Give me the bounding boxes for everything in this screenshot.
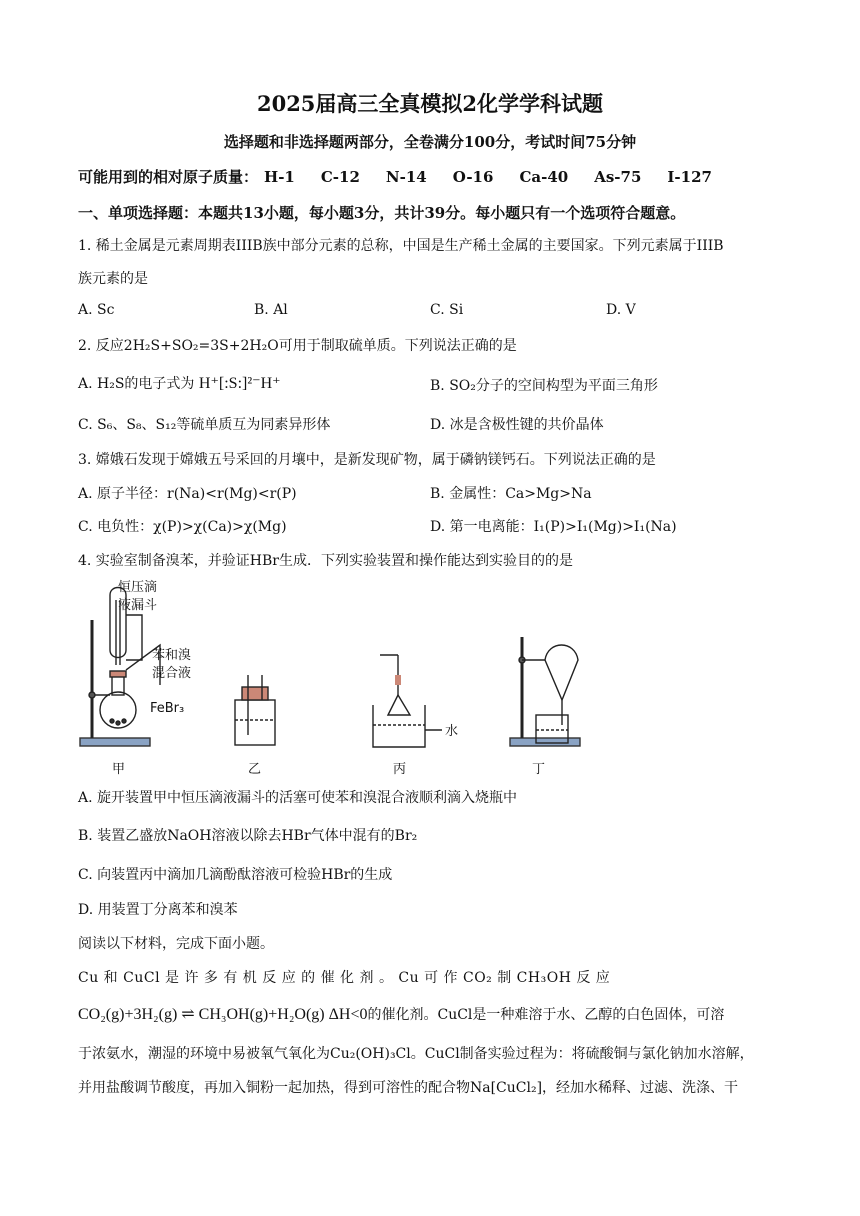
caption-jia: 甲 xyxy=(112,762,126,777)
mass-item: N-14 xyxy=(385,168,427,186)
q4-option-b: B. 装置乙盛放NaOH溶液以除去HBr气体中混有的Br₂ xyxy=(78,828,418,844)
q1-stem-line2: 族元素的是 xyxy=(78,271,148,287)
caption-bing: 丙 xyxy=(393,762,407,777)
label-funnel-2: 液漏斗 xyxy=(118,598,158,613)
label-mix-1: 苯和溴 xyxy=(152,648,192,663)
page-title: 2025届高三全真模拟2化学学科试题 xyxy=(256,91,604,116)
q3-option-a: A. 原子半径：r(Na)<r(Mg)<r(P) xyxy=(78,486,297,502)
h2s-electron-formula xyxy=(199,375,281,392)
formula-h-left: H⁺ xyxy=(198,375,219,392)
atomic-masses xyxy=(78,166,738,187)
material-line-3: 于浓氨水，潮湿的环境中易被氧气氧化为Cu₂(OH)₃Cl。CuCl制备实验过程为：将硫酸铜与氯化钠加水溶解， xyxy=(78,1046,754,1062)
caption-ding: 丁 xyxy=(532,762,546,777)
material-line-4: 并用盐酸调节酸度，再加入铜粉一起加热，得到可溶性的配合物Na[CuCl₂]，经加水稀释、过滤、洗涤、干 xyxy=(78,1080,739,1096)
q1-option-c: C. Si xyxy=(430,302,464,318)
q1-stem-line1: 1. 稀土金属是元素周期表IIIB族中部分元素的总称，中国是生产稀土金属的主要国家。下列元素属于IIIB xyxy=(78,238,724,254)
caption-yi: 乙 xyxy=(248,762,262,777)
label-catalyst: FeBr₃ xyxy=(150,701,185,716)
q4-stem: 4. 实验室制备溴苯，并验证HBr生成．下列实验装置和操作能达到实验目的的是 xyxy=(78,553,573,569)
masses-label: 可能用到的相对原子质量： xyxy=(78,168,259,186)
q3-option-c: C. 电负性：χ(P)>χ(Ca)>χ(Mg) xyxy=(78,519,287,535)
mass-item: O-16 xyxy=(452,168,494,186)
exam-subtitle: 选择题和非选择题两部分，全卷满分100分，考试时间75分钟 xyxy=(223,133,637,151)
q3-stem: 3. 嫦娥石发现于嫦娥五号采回的月壤中，是新发现矿物，属于磷钠镁钙石。下列说法正确的是 xyxy=(78,452,656,468)
q3-option-d: D. 第一电离能：I₁(P)>I₁(Mg)>I₁(Na) xyxy=(430,519,677,535)
mass-item: I-127 xyxy=(667,168,712,186)
formula-sulfur: [:S:]²⁻ xyxy=(218,375,261,392)
q3-option-b: B. 金属性：Ca>Mg>Na xyxy=(430,486,592,502)
q4-option-d: D. 用装置丁分离苯和溴苯 xyxy=(78,902,238,918)
reading-instruction: 阅读以下材料，完成下面小题。 xyxy=(78,936,274,952)
mass-item: As-75 xyxy=(594,168,642,186)
q1-option-b: B. Al xyxy=(254,302,288,318)
q2-option-a-text: A. H₂S的电子式为 xyxy=(78,376,195,392)
q2-stem: 2. 反应2H₂S+SO₂=3S+2H₂O可用于制取硫单质。下列说法正确的是 xyxy=(78,338,517,354)
q4-apparatus-figure xyxy=(70,575,590,780)
label-funnel-1: 恒压滴 xyxy=(118,580,158,595)
section-heading: 一、单项选择题：本题共13小题，每小题3分，共计39分。每小题只有一个选项符合题意。 xyxy=(78,204,686,222)
q2-option-d: D. 冰是含极性键的共价晶体 xyxy=(430,417,604,433)
material-line-2 xyxy=(78,1004,724,1024)
q1-option-a: A. Sc xyxy=(78,302,115,318)
label-water: 水 xyxy=(445,724,459,739)
material-line-2-text: 的催化剂。CuCl是一种难溶于水、乙醇的白色固体，可溶 xyxy=(367,1007,725,1023)
q2-option-c: C. S₆、S₈、S₁₂等硫单质互为同素异形体 xyxy=(78,417,331,433)
formula-h-right: H⁺ xyxy=(260,375,281,392)
mass-item: C-12 xyxy=(320,168,360,186)
mass-item: Ca-40 xyxy=(519,168,569,186)
material-line-1: Cu 和 CuCl 是 许 多 有 机 反 应 的 催 化 剂 。 Cu 可 作 CO₂ 制 CH₃OH 反 应 xyxy=(78,970,611,986)
q2-option-b: B. SO₂分子的空间构型为平面三角形 xyxy=(430,378,658,394)
q4-option-c: C. 向装置丙中滴加几滴酚酞溶液可检验HBr的生成 xyxy=(78,867,393,883)
q4-option-a: A. 旋开装置甲中恒压滴液漏斗的活塞可使苯和溴混合液顺利滴入烧瓶中 xyxy=(78,790,518,806)
q1-option-d: D. V xyxy=(606,302,636,318)
reaction-equation: CO₂(g)+3H₂(g) ⇌ CH₃OH(g)+H₂O(g) ΔH<0 xyxy=(78,1006,368,1023)
mass-item: H-1 xyxy=(264,168,295,186)
label-mix-2: 混合液 xyxy=(152,666,192,681)
q2-option-a xyxy=(78,373,281,393)
